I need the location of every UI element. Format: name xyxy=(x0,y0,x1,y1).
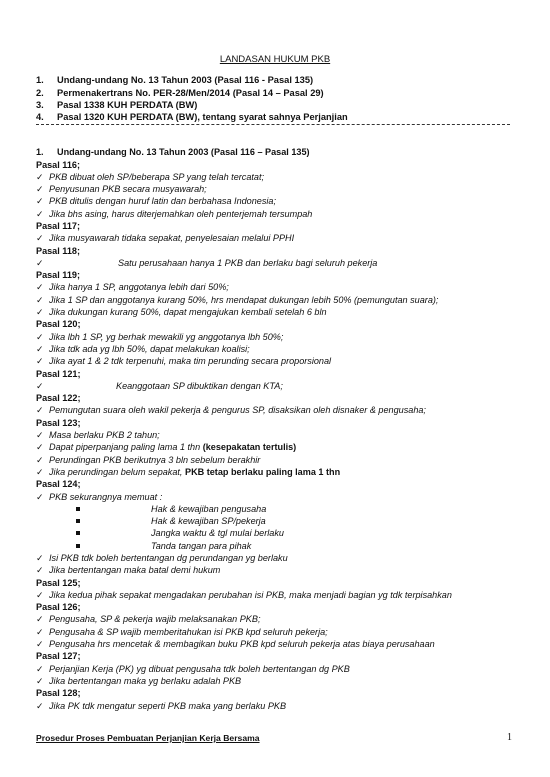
pasal-121-heading: Pasal 121; xyxy=(36,368,81,379)
list-item: ✓ Perjanjian Kerja (PK) yg dibuat pengusaha tdk boleh bertentangan dg PKB xyxy=(36,663,350,674)
square-bullet-icon xyxy=(76,531,80,535)
check-icon: ✓ xyxy=(36,257,44,268)
list-item: ✓ Satu perusahaan hanya 1 PKB dan berlaku bagi seluruh pekerja xyxy=(36,257,378,268)
check-icon: ✓ xyxy=(36,639,44,650)
list-item: ✓ Jika bertentangan maka yg berlaku adalah PKB xyxy=(36,675,242,686)
check-icon: ✓ xyxy=(36,196,44,207)
list-item: ✓ Pengusaha, SP & pekerja wajib melaksanakan PKB; xyxy=(36,614,261,625)
pasal-126-heading: Pasal 126; xyxy=(36,602,81,613)
list-item: ✓ Jika bhs asing, harus diterjemahkan oleh penterjemah tersumpah xyxy=(36,208,313,219)
page-title: LANDASAN HUKUM PKB xyxy=(219,54,331,65)
check-icon: ✓ xyxy=(36,184,44,195)
list-item: ✓ PKB sekurangnya memuat : xyxy=(36,491,163,502)
check-icon: ✓ xyxy=(36,282,44,293)
check-icon: ✓ xyxy=(36,589,44,600)
square-bullet-icon xyxy=(76,519,80,523)
check-icon: ✓ xyxy=(36,294,44,305)
check-icon: ✓ xyxy=(36,553,44,563)
check-icon: ✓ xyxy=(36,700,44,711)
section-heading: 1. Undang-undang No. 13 Tahun 2003 (Pasal 116 – Pasal 135) xyxy=(36,147,310,157)
list-item: ✓ Penyusunan PKB secara musyawarah; xyxy=(36,184,207,195)
pasal-120-heading: Pasal 120; xyxy=(36,319,81,330)
square-bullet-icon xyxy=(76,507,80,511)
square-bullet-icon xyxy=(76,544,80,548)
list-item: ✓ Perundingan PKB berikutnya 3 bln sebelum berakhir xyxy=(36,454,261,465)
check-icon: ✓ xyxy=(36,491,44,502)
dashed-divider xyxy=(36,124,510,125)
list-item: ✓ Jika PK tdk mengatur seperti PKB maka yang berlaku PKB xyxy=(36,700,287,711)
page-number: 1 xyxy=(507,732,512,743)
list-item: ✓ Pemungutan suara oleh wakil pekerja & pengurus SP, disaksikan oleh disnaker & pengusaha; xyxy=(36,405,426,416)
reference-item: 1. Undang-undang No. 13 Tahun 2003 (Pasal 116 - Pasal 135) xyxy=(36,75,314,85)
check-icon: ✓ xyxy=(36,565,44,576)
list-item: ✓ PKB ditulis dengan huruf latin dan berbahasa Indonesia; xyxy=(36,196,277,207)
pasal-123-heading: Pasal 123; xyxy=(36,417,81,428)
list-item: ✓ Jika tdk ada yg lbh 50%, dapat melakukan koalisi; xyxy=(36,343,250,354)
pasal-125-heading: Pasal 125; xyxy=(36,577,81,588)
list-item: ✓ Dapat piperpanjang paling lama 1 thn (kesepakatan tertulis) xyxy=(36,442,297,453)
list-item: ✓ Jika bertentangan maka batal demi hukum xyxy=(36,565,221,576)
list-item: ✓ Jika musyawarah tidaka sepakat, penyelesaian melalui PPHI xyxy=(36,233,295,244)
check-icon: ✓ xyxy=(36,466,44,477)
check-icon: ✓ xyxy=(36,675,44,686)
pasal-127-heading: Pasal 127; xyxy=(36,651,81,662)
list-item: ✓ Jika 1 SP dan anggotanya kurang 50%, hrs mendapat dukungan lebih 50% (pemungutan suara); xyxy=(36,294,439,305)
pasal-124-heading: Pasal 124; xyxy=(36,479,81,490)
list-item: ✓ Isi PKB tdk boleh bertentangan dg perundangan yg berlaku xyxy=(36,553,288,563)
sub-list-item: Tanda tangan para pihak xyxy=(36,540,512,552)
list-item: ✓ Jika lbh 1 SP, yg berhak mewakili yg anggotanya lbh 50%; xyxy=(36,331,284,342)
pasal-117-heading: Pasal 117; xyxy=(36,220,80,231)
pasal-119-heading: Pasal 119; xyxy=(36,270,80,281)
list-item: ✓ Jika perundingan belum sepakat, PKB tetap berlaku paling lama 1 thn xyxy=(36,466,341,477)
check-icon: ✓ xyxy=(36,614,44,625)
check-icon: ✓ xyxy=(36,233,44,244)
check-icon: ✓ xyxy=(36,356,44,367)
pasal-122-heading: Pasal 122; xyxy=(36,393,81,404)
check-icon: ✓ xyxy=(36,171,44,182)
list-item: ✓ Jika hanya 1 SP, anggotanya lebih dari 50%; xyxy=(36,282,229,293)
check-icon: ✓ xyxy=(36,307,44,318)
check-icon: ✓ xyxy=(36,380,44,391)
check-icon: ✓ xyxy=(36,331,44,342)
pasal-118-heading: Pasal 118; xyxy=(36,245,80,256)
sub-list-item: Jangka waktu & tgl mulai berlaku xyxy=(36,527,512,539)
content-body xyxy=(36,146,512,712)
check-icon: ✓ xyxy=(36,208,44,219)
list-item: ✓ Keanggotaan SP dibuktikan dengan KTA; xyxy=(36,380,283,391)
pasal-128-heading: Pasal 128; xyxy=(36,688,81,699)
pasal-116-heading: Pasal 116; xyxy=(36,159,80,170)
list-item: ✓ Masa berlaku PKB 2 tahun; xyxy=(36,430,160,441)
reference-item: 3. Pasal 1338 KUH PERDATA (BW) xyxy=(36,100,198,110)
check-icon: ✓ xyxy=(36,454,44,465)
list-item: ✓ Pengusaha & SP wajib memberitahukan isi PKB kpd seluruh pekerja; xyxy=(36,626,328,637)
list-item: ✓ PKB dibuat oleh SP/beberapa SP yang telah tercatat; xyxy=(36,171,265,182)
check-icon: ✓ xyxy=(36,343,44,354)
check-icon: ✓ xyxy=(36,405,44,416)
check-icon: ✓ xyxy=(36,663,44,674)
list-item: ✓ Jika kedua pihak sepakat mengadakan perubahan isi PKB, maka menjadi bagian yg tdk terpisahkan xyxy=(36,589,452,600)
list-item: ✓ Pengusaha hrs mencetak & membagikan buku PKB kpd seluruh pekerja atas biaya perusahaan xyxy=(36,639,435,650)
reference-item: 2. Permenakertrans No. PER-28/Men/2014 (Pasal 14 – Pasal 29) xyxy=(36,88,324,98)
page-footer xyxy=(36,733,510,743)
list-item: ✓ Jika dukungan kurang 50%, dapat mengajukan kembali setelah 6 bln xyxy=(36,307,327,318)
check-icon: ✓ xyxy=(36,442,44,453)
footer-title: Prosedur Proses Pembuatan Perjanjian Kerja Bersama xyxy=(36,733,260,743)
sub-list-item: Hak & kewajiban pengusaha xyxy=(36,503,512,515)
reference-item: 4. Pasal 1320 KUH PERDATA (BW), tentang syarat sahnya Perjanjian xyxy=(36,112,348,122)
check-icon: ✓ xyxy=(36,430,44,441)
check-icon: ✓ xyxy=(36,626,44,637)
list-item: ✓ Jika ayat 1 & 2 tdk terpenuhi, maka tim perunding secara proporsional xyxy=(36,356,332,367)
sub-list-item: Hak & kewajiban SP/pekerja xyxy=(36,515,512,527)
